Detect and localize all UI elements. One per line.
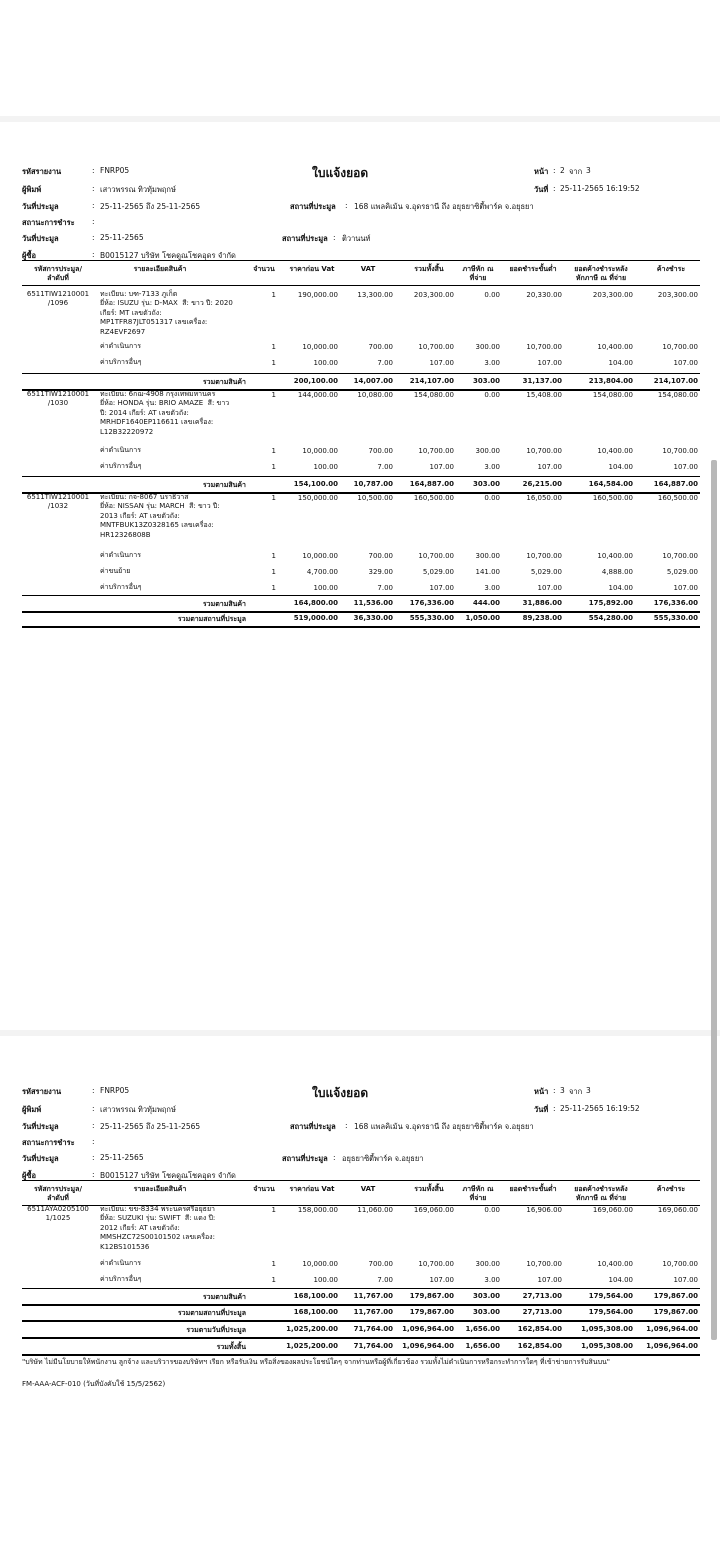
item-description: ค่าขนย้าย: [100, 567, 131, 575]
subtotal-balance: 179,564.00: [588, 1292, 633, 1300]
item-balance: 4,888.00: [601, 568, 633, 576]
item-description: ทะเบียน: ขข-8334 พระนครศรีอยุธยา ยี่ห้อ: SUZUKI รุ่น: SWIFT สี: แดง ปี: 2012 เกียร์: AT เลขตัวถัง: MMSHZC72S00101502 เลขเครื่อง: K12BS101536: [100, 1205, 216, 1251]
item-vat: 700.00: [368, 1260, 393, 1268]
item-balance: 10,400.00: [597, 447, 633, 455]
colon: :: [92, 166, 95, 175]
total-label: รวมตามสถานที่ประมูล: [177, 615, 246, 623]
scrollbar-thumb[interactable]: [711, 460, 717, 1340]
item-vat: 700.00: [368, 343, 393, 351]
item-description: ทะเบียน: กจ-8067 นราธิวาส ยี่ห้อ: NISSAN รุ่น: MARCH สี: ขาว ปี: 2013 เกียร์: AT เลขตัวถัง: MNTFBUK13Z0328165 เลขเครื่อง: HR12326808B: [100, 493, 220, 539]
item-qty: 1: [271, 391, 276, 399]
item-description: ค่าบริการอื่นๆ: [100, 358, 142, 366]
item-balance: 203,300.00: [592, 291, 633, 299]
item-price: 10,000.00: [302, 343, 338, 351]
total-price: 1,025,200.00: [286, 1325, 338, 1333]
subtotal-total: 164,887.00: [409, 480, 454, 488]
item-vat: 10,080.00: [357, 391, 393, 399]
item-balance: 104.00: [608, 463, 633, 471]
item-price: 150,000.00: [297, 494, 338, 502]
total-wht: 1,656.00: [465, 1342, 500, 1350]
location2-label: สถานที่ประมูล: [282, 1154, 328, 1163]
payment-status-label: สถานะการชำระ: [22, 218, 75, 227]
auction-date-range: 25-11-2565 ถึง 25-11-2565: [100, 1122, 201, 1131]
th-total: รวมทั้งสิ้น: [414, 1185, 444, 1193]
item-price: 10,000.00: [302, 1260, 338, 1268]
item-total: 160,500.00: [413, 494, 454, 502]
th-due: ค้างชำระ: [656, 265, 686, 273]
buyer-label: ผู้ซื้อ: [22, 1171, 36, 1180]
total-price: 519,000.00: [293, 614, 338, 622]
item-balance: 160,500.00: [592, 494, 633, 502]
item-min: 107.00: [537, 584, 562, 592]
item-wht: 0.00: [484, 291, 500, 299]
item-price: 100.00: [313, 1276, 338, 1284]
item-price: 100.00: [313, 359, 338, 367]
report-code-value: FNRP05: [100, 166, 130, 175]
item-min: 107.00: [537, 1276, 562, 1284]
th-desc: รายละเอียดสินค้า: [133, 265, 187, 273]
item-balance: 10,400.00: [597, 552, 633, 560]
item-vat: 7.00: [377, 463, 393, 471]
item-price: 144,000.00: [297, 391, 338, 399]
th-wht: ภาษีหัก ณ ที่จ่าย: [462, 265, 494, 282]
colon: :: [345, 1121, 348, 1130]
item-vat: 329.00: [368, 568, 393, 576]
item-total: 107.00: [429, 1276, 454, 1284]
total-vat: 71,764.00: [353, 1325, 393, 1333]
item-wht: 0.00: [484, 1206, 500, 1214]
item-vat: 13,300.00: [357, 291, 393, 299]
of-label: จาก: [569, 1087, 583, 1096]
item-total: 107.00: [429, 359, 454, 367]
subtotal-balance: 213,804.00: [588, 377, 633, 385]
subtotal-due: 164,887.00: [653, 480, 698, 488]
item-wht: 3.00: [484, 463, 500, 471]
item-description: ค่าดำเนินการ: [100, 342, 141, 350]
subtotal-rule: [22, 476, 700, 477]
item-description: ค่าดำเนินการ: [100, 446, 141, 454]
item-wht: 300.00: [475, 447, 500, 455]
auction-code: 6511AYA0205100 1/1025: [27, 1205, 89, 1223]
subtotal-bottom-rule: [22, 611, 700, 613]
total-total: 1,096,964.00: [402, 1342, 454, 1350]
subtotal-due: 176,336.00: [653, 599, 698, 607]
print-date-label: วันที่: [534, 1105, 549, 1114]
report-code-value: FNRP05: [100, 1086, 130, 1095]
auction-code: 6511TIW1210001 /1030: [26, 390, 90, 408]
total-balance: 1,095,308.00: [581, 1325, 633, 1333]
item-price: 4,700.00: [306, 568, 338, 576]
item-min: 107.00: [537, 359, 562, 367]
th-price: ราคาก่อน Vat: [289, 265, 335, 273]
item-balance: 169,060.00: [592, 1206, 633, 1214]
buyer-value: B0015127 บริษัท โชคดูณโชคอุดร จำกัด: [100, 251, 236, 260]
item-min: 15,408.00: [526, 391, 562, 399]
payment-status-label: สถานะการชำระ: [22, 1138, 75, 1147]
subtotal-balance: 175,892.00: [588, 599, 633, 607]
item-due: 10,700.00: [662, 552, 698, 560]
total-due: 1,096,964.00: [646, 1325, 698, 1333]
total-balance: 1,095,308.00: [581, 1342, 633, 1350]
item-vat: 7.00: [377, 359, 393, 367]
total-vat: 11,767.00: [353, 1308, 393, 1316]
item-description: ค่าบริการอื่นๆ: [100, 462, 142, 470]
subtotal-balance: 164,584.00: [588, 480, 633, 488]
item-vat: 700.00: [368, 447, 393, 455]
subtotal-label: รวมตามสินค้า: [202, 481, 246, 489]
item-wht: 141.00: [475, 568, 500, 576]
th-min: ยอดชำระขั้นต่ำ: [509, 265, 557, 273]
page-gap-middle: [0, 1030, 720, 1036]
footnote-text: "บริษัท ไม่มีนโยบายให้พนักงาน ลูกจ้าง และบริวารของบริษัทฯ เรียก หรือรับเงิน หรือสิ่งของผลประโยชน์ใดๆ จากท่านหรือผู้ที่เกี่ยวข้อง รวมทั้งไม่ดำเนินการหรือกระทำการใดๆ ที่เข้าข่ายการรับสินบน": [22, 1358, 611, 1366]
item-total: 107.00: [429, 463, 454, 471]
total-balance: 179,564.00: [588, 1308, 633, 1316]
item-qty: 1: [271, 494, 276, 502]
total-min: 89,238.00: [522, 614, 562, 622]
total-rule: [22, 1354, 700, 1356]
total-total: 555,330.00: [409, 614, 454, 622]
item-total: 10,700.00: [418, 1260, 454, 1268]
item-price: 190,000.00: [297, 291, 338, 299]
item-price: 158,000.00: [297, 1206, 338, 1214]
item-wht: 300.00: [475, 343, 500, 351]
th-qty: จำนวน: [253, 1185, 275, 1193]
colon: :: [92, 201, 95, 210]
th-balance: ยอดค้างชำระหลัง หักภาษี ณ ที่จ่าย: [574, 1185, 628, 1202]
colon: :: [92, 250, 95, 259]
item-qty: 1: [271, 447, 276, 455]
item-min: 5,029.00: [530, 568, 562, 576]
total-vat: 71,764.00: [353, 1342, 393, 1350]
item-qty: 1: [271, 1276, 276, 1284]
item-min: 20,330.00: [526, 291, 562, 299]
th-total: รวมทั้งสิ้น: [414, 265, 444, 273]
item-min: 10,700.00: [526, 447, 562, 455]
auction-date-range: 25-11-2565 ถึง 25-11-2565: [100, 202, 201, 211]
item-qty: 1: [271, 1206, 276, 1214]
subtotal-min: 26,215.00: [522, 480, 562, 488]
colon: :: [92, 1121, 95, 1130]
page-number: 3: [560, 1086, 565, 1095]
location-range: 168 แพลคิเม้น จ.อุดรธานี ถึง อยุธยาซิตี้พาร์ค จ.อยุธยา: [354, 202, 534, 211]
total-label: รวมตามสถานที่ประมูล: [177, 1309, 246, 1317]
total-due: 555,330.00: [653, 614, 698, 622]
print-date-label: วันที่: [534, 185, 549, 194]
location-range: 168 แพลคิเม้น จ.อุดรธานี ถึง อยุธยาซิตี้พาร์ค จ.อยุธยา: [354, 1122, 534, 1131]
subtotal-min: 27,713.00: [522, 1292, 562, 1300]
item-total: 5,029.00: [422, 568, 454, 576]
subtotal-total: 179,867.00: [409, 1292, 454, 1300]
item-description: ทะเบียน: บฑ-7133 ภูเก็ต ยี่ห้อ: ISUZU รุ่น: D-MAX สี: ขาว ปี: 2020 เกียร์: MT เลขตัวถัง: MP1TFR87JLT051317 เลขเครื่อง: RZ4EVF2697: [100, 290, 233, 336]
location2-value: ติวานนท์: [342, 234, 371, 243]
page-total: 3: [586, 1086, 591, 1095]
location2-value: อยุธยาซิตี้พาร์ค จ.อยุธยา: [342, 1154, 424, 1163]
subtotal-rule: [22, 595, 700, 596]
item-due: 160,500.00: [657, 494, 698, 502]
subtotal-price: 200,100.00: [293, 377, 338, 385]
item-due: 5,029.00: [666, 568, 698, 576]
th-price: ราคาก่อน Vat: [289, 1185, 335, 1193]
print-date: 25-11-2565 16:19:52: [560, 184, 640, 193]
colon: :: [92, 184, 95, 193]
auction-date2-label: วันที่ประมูล: [22, 234, 59, 243]
table-header-rule: [22, 285, 700, 286]
total-price: 168,100.00: [293, 1308, 338, 1316]
subtotal-vat: 11,536.00: [353, 599, 393, 607]
item-due: 107.00: [673, 1276, 698, 1284]
total-rule: [22, 1320, 700, 1322]
item-description: ทะเบียน: 6กฌ-4908 กรุงเทพมหานคร ยี่ห้อ: HONDA รุ่น: BRIO AMAZE สี: ขาว ปี: 2014 เกียร์: AT เลขตัวถัง: MRHDF1640EP116611 เลขเครื่อง: L12B32220972: [100, 390, 230, 436]
th-vat: VAT: [360, 1185, 376, 1193]
printer-label: ผู้พิมพ์: [22, 1105, 42, 1114]
location-label: สถานที่ประมูล: [290, 202, 336, 211]
auction-date2-value: 25-11-2565: [100, 233, 144, 242]
item-due: 154,080.00: [657, 391, 698, 399]
page-gap-top: [0, 116, 720, 122]
total-vat: 36,330.00: [353, 614, 393, 622]
total-wht: 1,656.00: [465, 1325, 500, 1333]
subtotal-due: 179,867.00: [653, 1292, 698, 1300]
page-number: 2: [560, 166, 565, 175]
colon: :: [92, 1137, 95, 1146]
item-total: 107.00: [429, 584, 454, 592]
item-due: 10,700.00: [662, 447, 698, 455]
item-wht: 3.00: [484, 359, 500, 367]
total-label: รวมตามวันที่ประมูล: [186, 1326, 246, 1334]
printer-name: เสาวพรรณ ทิวทุ้มพฤกษ์: [100, 1105, 176, 1114]
total-balance: 554,280.00: [588, 614, 633, 622]
printer-label: ผู้พิมพ์: [22, 185, 42, 194]
colon: :: [333, 1153, 336, 1162]
item-balance: 104.00: [608, 359, 633, 367]
item-description: ค่าดำเนินการ: [100, 1259, 141, 1267]
colon: :: [92, 1170, 95, 1179]
of-label: จาก: [569, 167, 583, 176]
th-balance: ยอดค้างชำระหลัง หักภาษี ณ ที่จ่าย: [574, 265, 628, 282]
th-vat: VAT: [360, 265, 376, 273]
item-due: 169,060.00: [657, 1206, 698, 1214]
item-wht: 3.00: [484, 1276, 500, 1284]
subtotal-rule: [22, 373, 700, 374]
subtotal-vat: 10,787.00: [353, 480, 393, 488]
total-rule: [22, 626, 700, 628]
page-label: หน้า: [534, 1087, 549, 1096]
item-qty: 1: [271, 568, 276, 576]
colon: :: [553, 166, 556, 175]
item-balance: 104.00: [608, 1276, 633, 1284]
item-price: 10,000.00: [302, 447, 338, 455]
subtotal-bottom-rule: [22, 1304, 700, 1306]
item-min: 10,700.00: [526, 1260, 562, 1268]
printer-name: เสาวพรรณ ทิวทุ้มพฤกษ์: [100, 185, 176, 194]
report-code-label: รหัสรายงาน: [22, 167, 62, 176]
item-min: 10,700.00: [526, 343, 562, 351]
item-total: 169,060.00: [413, 1206, 454, 1214]
total-min: 162,854.00: [517, 1325, 562, 1333]
total-due: 1,096,964.00: [646, 1342, 698, 1350]
colon: :: [553, 184, 556, 193]
item-qty: 1: [271, 463, 276, 471]
th-min: ยอดชำระขั้นต่ำ: [509, 1185, 557, 1193]
item-balance: 104.00: [608, 584, 633, 592]
auction-date2-value: 25-11-2565: [100, 1153, 144, 1162]
subtotal-vat: 11,767.00: [353, 1292, 393, 1300]
item-qty: 1: [271, 552, 276, 560]
total-price: 1,025,200.00: [286, 1342, 338, 1350]
item-min: 16,906.00: [526, 1206, 562, 1214]
colon: :: [92, 217, 95, 226]
th-wht: ภาษีหัก ณ ที่จ่าย: [462, 1185, 494, 1202]
item-description: ค่าบริการอื่นๆ: [100, 1275, 142, 1283]
auction-date-label: วันที่ประมูล: [22, 202, 59, 211]
auction-code: 6511TIW1210001 /1032: [26, 493, 90, 511]
item-qty: 1: [271, 1260, 276, 1268]
th-code: รหัสการประมูล/ ลำดับที่: [34, 265, 82, 282]
subtotal-price: 164,800.00: [293, 599, 338, 607]
item-min: 10,700.00: [526, 552, 562, 560]
colon: :: [345, 201, 348, 210]
item-price: 100.00: [313, 463, 338, 471]
item-due: 203,300.00: [657, 291, 698, 299]
auction-date-label: วันที่ประมูล: [22, 1122, 59, 1131]
item-due: 10,700.00: [662, 1260, 698, 1268]
subtotal-wht: 303.00: [472, 377, 500, 385]
item-price: 100.00: [313, 584, 338, 592]
document-title: ใบแจ้งยอด: [312, 166, 369, 180]
form-code: FM-AAA-ACF-010 (วันที่บังคับใช้ 15/5/2562): [22, 1380, 166, 1388]
subtotal-vat: 14,007.00: [353, 377, 393, 385]
location2-label: สถานที่ประมูล: [282, 234, 328, 243]
item-balance: 154,080.00: [592, 391, 633, 399]
item-total: 10,700.00: [418, 343, 454, 351]
subtotal-label: รวมตามสินค้า: [202, 600, 246, 608]
table-top-rule: [22, 260, 700, 261]
item-min: 107.00: [537, 463, 562, 471]
item-total: 203,300.00: [413, 291, 454, 299]
colon: :: [92, 233, 95, 242]
item-min: 16,050.00: [526, 494, 562, 502]
colon: :: [92, 1153, 95, 1162]
buyer-value: B0015127 บริษัท โชคดูณโชคอุดร จำกัด: [100, 1171, 236, 1180]
subtotal-due: 214,107.00: [653, 377, 698, 385]
subtotal-total: 176,336.00: [409, 599, 454, 607]
auction-date2-label: วันที่ประมูล: [22, 1154, 59, 1163]
item-wht: 0.00: [484, 391, 500, 399]
total-rule: [22, 1337, 700, 1339]
subtotal-total: 214,107.00: [409, 377, 454, 385]
total-total: 179,867.00: [409, 1308, 454, 1316]
item-vat: 7.00: [377, 1276, 393, 1284]
item-description: ค่าดำเนินการ: [100, 551, 141, 559]
total-min: 27,713.00: [522, 1308, 562, 1316]
page-total: 3: [586, 166, 591, 175]
item-qty: 1: [271, 359, 276, 367]
subtotal-wht: 444.00: [472, 599, 500, 607]
report-code-label: รหัสรายงาน: [22, 1087, 62, 1096]
item-qty: 1: [271, 343, 276, 351]
subtotal-label: รวมตามสินค้า: [202, 1293, 246, 1301]
item-description: ค่าบริการอื่นๆ: [100, 583, 142, 591]
item-wht: 3.00: [484, 584, 500, 592]
subtotal-min: 31,137.00: [522, 377, 562, 385]
colon: :: [92, 1104, 95, 1113]
page-label: หน้า: [534, 167, 549, 176]
auction-code: 6511TIW1210001 /1096: [26, 290, 90, 308]
subtotal-price: 168,100.00: [293, 1292, 338, 1300]
item-vat: 10,500.00: [357, 494, 393, 502]
item-wht: 300.00: [475, 1260, 500, 1268]
total-min: 162,854.00: [517, 1342, 562, 1350]
total-total: 1,096,964.00: [402, 1325, 454, 1333]
item-balance: 10,400.00: [597, 343, 633, 351]
colon: :: [553, 1104, 556, 1113]
item-due: 10,700.00: [662, 343, 698, 351]
subtotal-wht: 303.00: [472, 1292, 500, 1300]
item-total: 10,700.00: [418, 552, 454, 560]
th-qty: จำนวน: [253, 265, 275, 273]
th-desc: รายละเอียดสินค้า: [133, 1185, 187, 1193]
buyer-label: ผู้ซื้อ: [22, 251, 36, 260]
item-qty: 1: [271, 584, 276, 592]
colon: :: [553, 1086, 556, 1095]
item-price: 10,000.00: [302, 552, 338, 560]
table-top-rule: [22, 1180, 700, 1181]
item-due: 107.00: [673, 584, 698, 592]
th-due: ค้างชำระ: [656, 1185, 686, 1193]
total-due: 179,867.00: [653, 1308, 698, 1316]
colon: :: [92, 1086, 95, 1095]
subtotal-price: 154,100.00: [293, 480, 338, 488]
item-vat: 700.00: [368, 552, 393, 560]
document-title: ใบแจ้งยอด: [312, 1086, 369, 1100]
item-balance: 10,400.00: [597, 1260, 633, 1268]
print-date: 25-11-2565 16:19:52: [560, 1104, 640, 1113]
subtotal-wht: 303.00: [472, 480, 500, 488]
total-label: รวมทั้งสิ้น: [216, 1343, 246, 1351]
item-vat: 7.00: [377, 584, 393, 592]
total-wht: 1,050.00: [465, 614, 500, 622]
subtotal-rule: [22, 1288, 700, 1289]
subtotal-min: 31,886.00: [522, 599, 562, 607]
item-wht: 0.00: [484, 494, 500, 502]
total-wht: 303.00: [472, 1308, 500, 1316]
subtotal-label: รวมตามสินค้า: [202, 378, 246, 386]
item-wht: 300.00: [475, 552, 500, 560]
item-due: 107.00: [673, 463, 698, 471]
colon: :: [333, 233, 336, 242]
item-vat: 11,060.00: [357, 1206, 393, 1214]
location-label: สถานที่ประมูล: [290, 1122, 336, 1131]
item-total: 154,080.00: [413, 391, 454, 399]
item-qty: 1: [271, 291, 276, 299]
th-code: รหัสการประมูล/ ลำดับที่: [34, 1185, 82, 1202]
item-due: 107.00: [673, 359, 698, 367]
item-total: 10,700.00: [418, 447, 454, 455]
